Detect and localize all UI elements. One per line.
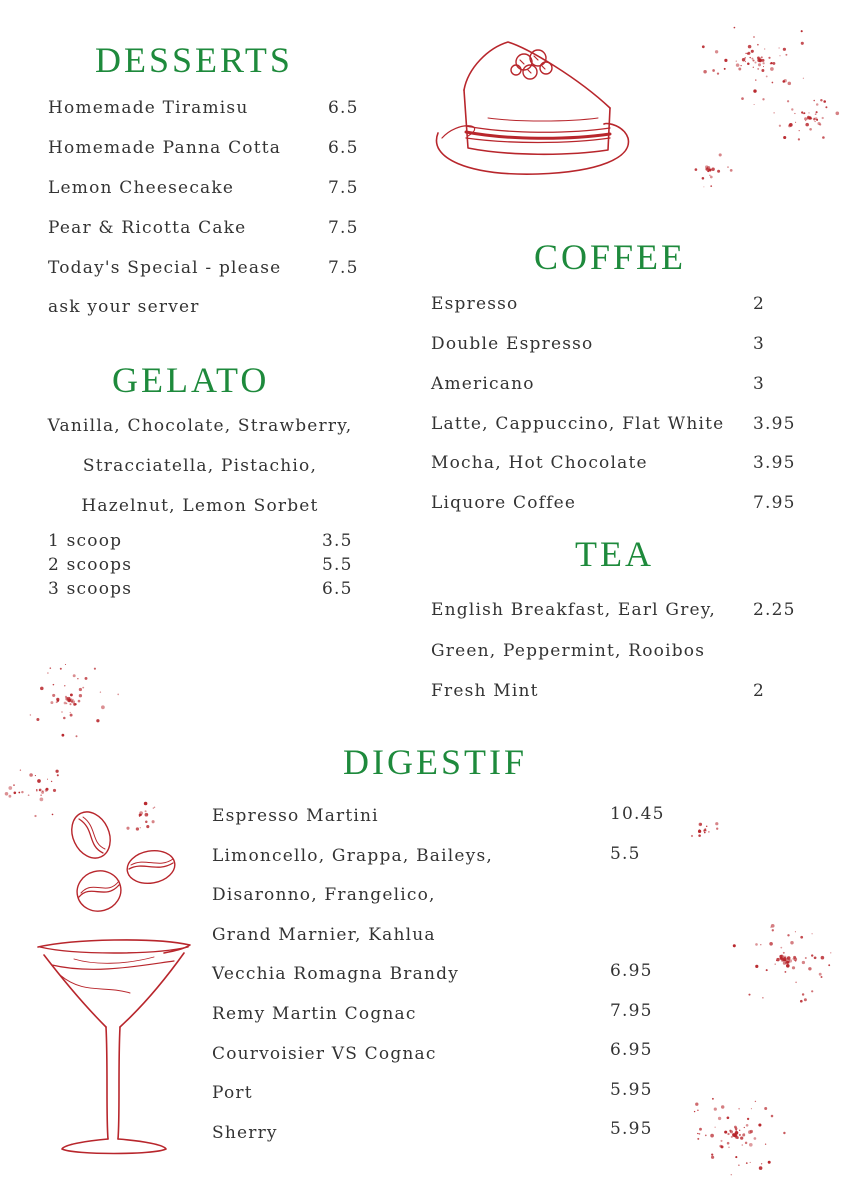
coffee-item-price: 3.95: [753, 453, 796, 473]
coffee-item-name: Mocha, Hot Chocolate: [431, 453, 648, 473]
desserts-item-name: Homemade Tiramisu: [48, 98, 249, 118]
digestif-heading: DIGESTIF: [343, 742, 527, 782]
coffee-item-name: Double Espresso: [431, 334, 594, 354]
tea-heading: TEA: [575, 534, 654, 574]
digestif-item-name: Remy Martin Cognac: [212, 1004, 417, 1024]
gelato-flavours-line: Stracciatella, Pistachio,: [82, 456, 318, 476]
digestif-item-name: Espresso Martini: [212, 806, 379, 826]
gelato-size-name: 3 scoops: [48, 579, 133, 599]
coffee-item-price: 3: [753, 334, 766, 354]
digestif-item-price: 7.95: [610, 1001, 653, 1021]
desserts-item-price: 6.5: [328, 138, 359, 158]
digestif-item-name: Sherry: [212, 1123, 278, 1143]
coffee-item-price: 3: [753, 374, 766, 394]
tea-item-name: Fresh Mint: [431, 681, 539, 701]
digestif-item-price: 5.5: [610, 844, 641, 864]
coffee-item-price: 3.95: [753, 414, 796, 434]
desserts-item-name: Homemade Panna Cotta: [48, 138, 282, 158]
digestif-item-name: Port: [212, 1083, 253, 1103]
desserts-item-name: Today's Special - please: [48, 258, 282, 278]
desserts-item-name: Lemon Cheesecake: [48, 178, 235, 198]
desserts-item-price: 7.5: [328, 258, 359, 278]
coffee-item-name: Latte, Cappuccino, Flat White: [431, 414, 725, 434]
desserts-item-price: 7.5: [328, 218, 359, 238]
gelato-size-name: 2 scoops: [48, 555, 133, 575]
tea-item-name: English Breakfast, Earl Grey,: [431, 600, 716, 620]
digestif-item-name: Disaronno, Frangelico,: [212, 885, 436, 905]
coffee-item-name: Espresso: [431, 294, 519, 314]
digestif-item-price: 10.45: [610, 804, 665, 824]
digestif-item-price: 6.95: [610, 961, 653, 981]
desserts-item-name: Pear & Ricotta Cake: [48, 218, 247, 238]
tea-item-name: Green, Peppermint, Rooibos: [431, 641, 706, 661]
gelato-heading: GELATO: [112, 360, 270, 400]
coffee-item-price: 7.95: [753, 493, 796, 513]
coffee-item-name: Liquore Coffee: [431, 493, 577, 513]
desserts-item-name: ask your server: [48, 297, 200, 317]
gelato-flavours-line: Vanilla, Chocolate, Strawberry,: [47, 416, 353, 436]
coffee-item-name: Americano: [431, 374, 535, 394]
digestif-item-price: 5.95: [610, 1119, 653, 1139]
digestif-item-name: Grand Marnier, Kahlua: [212, 925, 436, 945]
tea-item-price: 2.25: [753, 600, 796, 620]
digestif-item-name: Courvoisier VS Cognac: [212, 1044, 437, 1064]
desserts-heading: DESSERTS: [95, 40, 293, 80]
gelato-flavours-line: Hazelnut, Lemon Sorbet: [81, 496, 319, 516]
coffee-item-price: 2: [753, 294, 766, 314]
digestif-item-price: 5.95: [610, 1080, 653, 1100]
gelato-size-price: 6.5: [322, 579, 353, 599]
gelato-size-price: 5.5: [322, 555, 353, 575]
desserts-item-price: 7.5: [328, 178, 359, 198]
gelato-size-name: 1 scoop: [48, 531, 123, 551]
desserts-item-price: 6.5: [328, 98, 359, 118]
coffee-heading: COFFEE: [534, 237, 687, 277]
digestif-item-price: 6.95: [610, 1040, 653, 1060]
tea-item-price: 2: [753, 681, 766, 701]
digestif-item-name: Vecchia Romagna Brandy: [212, 964, 459, 984]
gelato-size-price: 3.5: [322, 531, 353, 551]
digestif-item-name: Limoncello, Grappa, Baileys,: [212, 846, 493, 866]
